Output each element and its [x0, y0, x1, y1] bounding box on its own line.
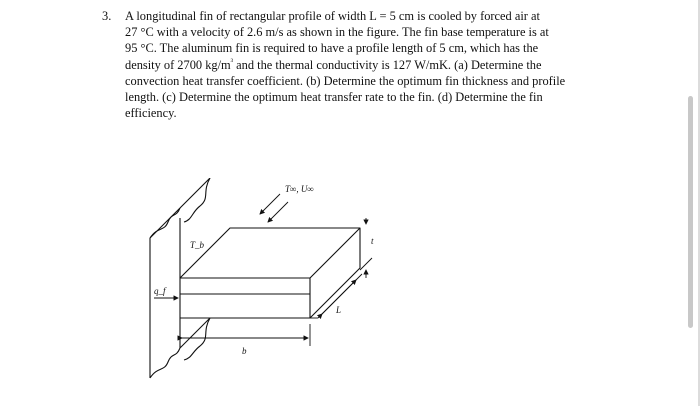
fin-figure	[140, 178, 390, 390]
free-stream-label: T∞, U∞	[285, 184, 314, 194]
width-label: L	[336, 305, 342, 315]
problem-line-4	[125, 57, 622, 73]
problem-line-3: 95 °C. The aluminum fin is required to have a profile length of 5 cm, which has the	[125, 41, 539, 56]
dimension-lines	[180, 218, 372, 346]
problem-line-5: convection heat transfer coefficient. (b) Determine the optimum fin thickness and profile	[125, 73, 566, 88]
airflow-arrows	[154, 194, 288, 298]
problem-text	[125, 8, 622, 121]
base-temp-label: T_b	[190, 240, 205, 250]
conductivity-text: and the thermal conductivity is 127 W/mK. (a) Determine the	[233, 57, 542, 72]
density-text: density of 2700 kg/m	[125, 57, 231, 72]
problem-line-1: A longitudinal fin of rectangular profile of width L = 5 cm is cooled by forced air at	[125, 9, 540, 23]
density-exponent: ³	[230, 56, 234, 66]
problem-line-7: efficiency.	[125, 106, 177, 121]
scrollbar[interactable]	[688, 96, 693, 328]
problem-statement	[102, 8, 622, 121]
problem-line-2: 27 °C with a velocity of 2.6 m/s as shown in the figure. The fin base temperature is at	[125, 25, 549, 40]
length-label: b	[242, 346, 247, 356]
heat-flux-label: q_f	[154, 286, 166, 296]
problem-number: 3.	[102, 9, 112, 23]
fin-block	[180, 228, 360, 318]
problem-line-6: length. (c) Determine the optimum heat transfer rate to the fin. (d) Determine the fin	[125, 90, 543, 105]
thickness-label: t	[371, 236, 374, 246]
